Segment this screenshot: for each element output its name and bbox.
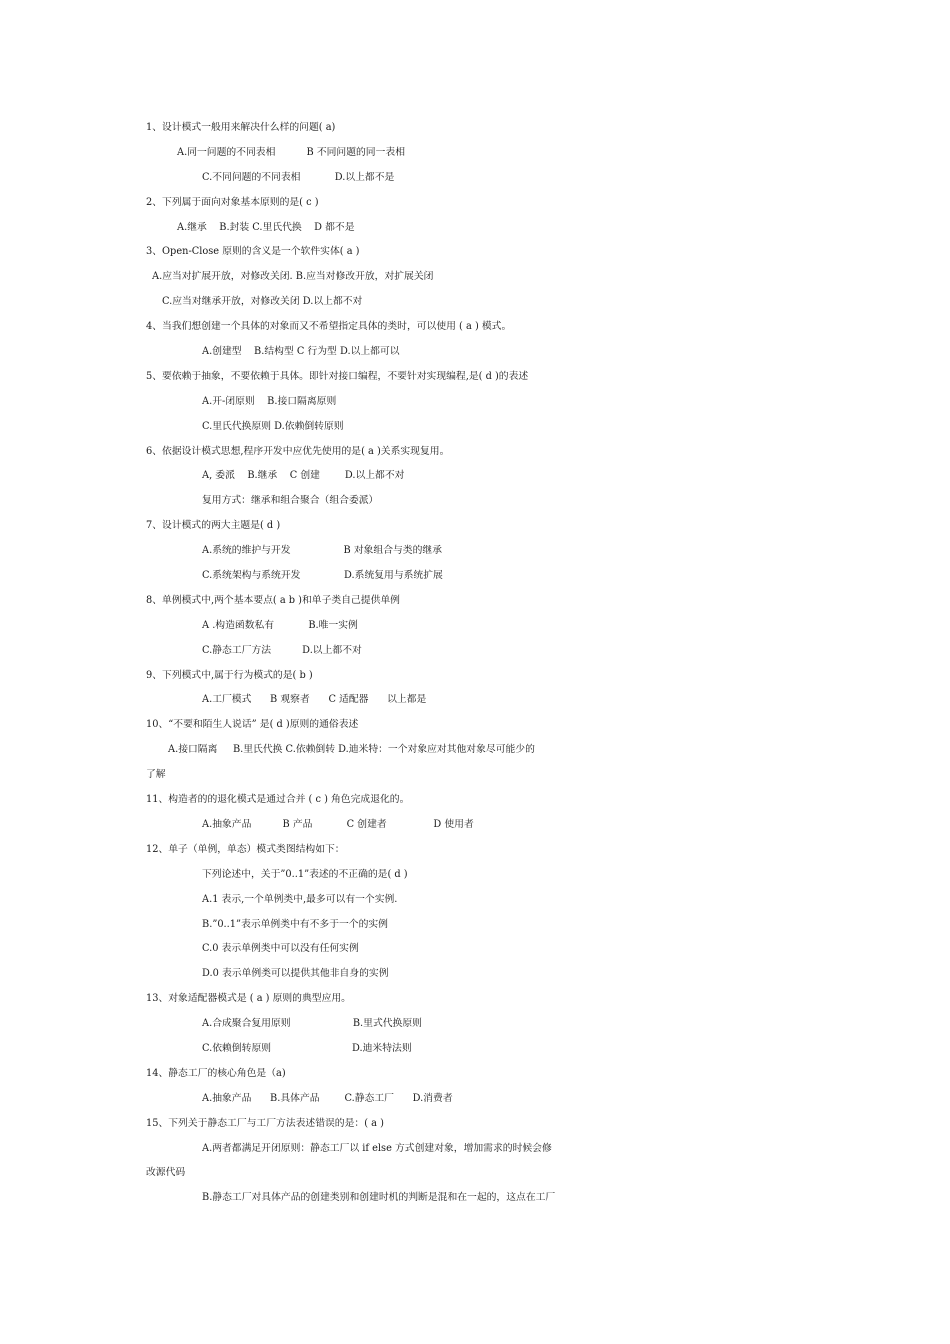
q6-note: 复用方式：继承和组合聚合（组合委派） (202, 495, 379, 507)
q12-option-b: B.”0..1”表示单例类中有不多于一个的实例 (202, 918, 388, 930)
question-14: 14、静态工厂的核心角色是（a) (146, 1067, 286, 1079)
question-15: 15、下列关于静态工厂与工厂方法表述错误的是：( a ) (146, 1117, 384, 1129)
question-8: 8、单例模式中,两个基本要点( a b )和单子类自己提供单例 (146, 594, 400, 606)
q14-options: A.抽象产品 B.具体产品 C.静态工厂 D.消费者 (202, 1092, 453, 1104)
q1-options-ab: A.同一问题的不同表相 B 不同问题的同一表相 (177, 146, 405, 158)
q15-option-b: B.静态工厂对具体产品的创建类别和创建时机的判断是混和在一起的，这点在工厂 (202, 1192, 556, 1204)
question-2: 2、下列属于面向对象基本原则的是( c ) (146, 196, 319, 208)
q11-options: A.抽象产品 B 产品 C 创建者 D 使用者 (202, 818, 474, 830)
question-12: 12、单子（单例，单态）模式类图结构如下： (146, 843, 345, 855)
q12-option-d: D.0 表示单例类可以提供其他非自身的实例 (202, 968, 389, 980)
q1-options-cd: C.不同问题的不同表相 D.以上都不是 (202, 171, 395, 183)
question-11: 11、构造者的的退化模式是通过合并 ( c ) 角色完成退化的。 (146, 794, 410, 806)
q9-options: A.工厂模式 B 观察者 C 适配器 以上都是 (202, 694, 427, 706)
q6-options: A, 委派 B.继承 C 创建 D.以上都不对 (202, 470, 405, 482)
q7-options-cd: C.系统架构与系统开发 D.系统复用与系统扩展 (202, 570, 443, 582)
q7-options-ab: A.系统的维护与开发 B 对象组合与类的继承 (202, 545, 442, 557)
question-13: 13、对象适配器模式是 ( a ) 原则的典型应用。 (146, 993, 351, 1005)
q10-options-continued: 了解 (146, 769, 166, 781)
q15-option-a: A.两者都满足开闭原则：静态工厂以 if else 方式创建对象，增加需求的时候会修 (202, 1142, 552, 1154)
q12-option-c: C.0 表示单例类中可以没有任何实例 (202, 943, 359, 955)
q3-options-cd: C.应当对继承开放，对修改关闭 D.以上都不对 (162, 296, 363, 308)
q8-options-cd: C.静态工厂方法 D.以上都不对 (202, 644, 362, 656)
question-5: 5、要依赖于抽象，不要依赖于具体。即针对接口编程，不要针对实现编程,是( d )的表述 (146, 370, 529, 382)
q8-options-ab: A .构造函数私有 B.唯一实例 (202, 619, 358, 631)
q2-options: A.继承 B.封装 C.里氏代换 D 都不是 (177, 221, 355, 233)
question-6: 6、依据设计模式思想,程序开发中应优先使用的是( a )关系实现复用。 (146, 445, 450, 457)
q5-options-cd: C.里氏代换原则 D.依赖倒转原则 (202, 420, 344, 432)
q10-options: A.接口隔离 B.里氏代换 C.依赖倒转 D.迪米特：一个对象应对其他对象尽可能少的 (168, 744, 535, 756)
q3-options-ab: A.应当对扩展开放，对修改关闭. B.应当对修改开放，对扩展关闭 (152, 271, 434, 283)
question-3: 3、Open-Close 原则的含义是一个软件实体( a ) (146, 246, 360, 258)
question-text-block (0, 116, 950, 1211)
q12-option-a: A.1 表示,一个单例类中,最多可以有一个实例. (202, 893, 398, 905)
question-1: 1、设计模式一般用来解决什么样的问题( a) (146, 122, 336, 133)
question-7: 7、设计模式的两大主题是( d ) (146, 520, 281, 532)
q5-options-ab: A.开-闭原则 B.接口隔离原则 (202, 395, 337, 407)
q12-prompt: 下列论述中，关于”0..1”表述的不正确的是( d ) (202, 868, 408, 880)
question-9: 9、下列模式中,属于行为模式的是( b ) (146, 669, 313, 681)
question-10: 10、“不要和陌生人说话” 是( d )原则的通俗表述 (146, 719, 359, 731)
q13-options-ab: A.合成聚合复用原则 B.里式代换原则 (202, 1018, 422, 1030)
q4-options: A.创建型 B.结构型 C 行为型 D.以上都可以 (202, 346, 400, 358)
question-4: 4、当我们想创建一个具体的对象而又不希望指定具体的类时，可以使用 ( a ) 模式。 (146, 321, 512, 333)
q13-options-cd: C.依赖倒转原则 D.迪米特法则 (202, 1042, 412, 1054)
q15-option-a-continued: 改源代码 (146, 1167, 186, 1179)
